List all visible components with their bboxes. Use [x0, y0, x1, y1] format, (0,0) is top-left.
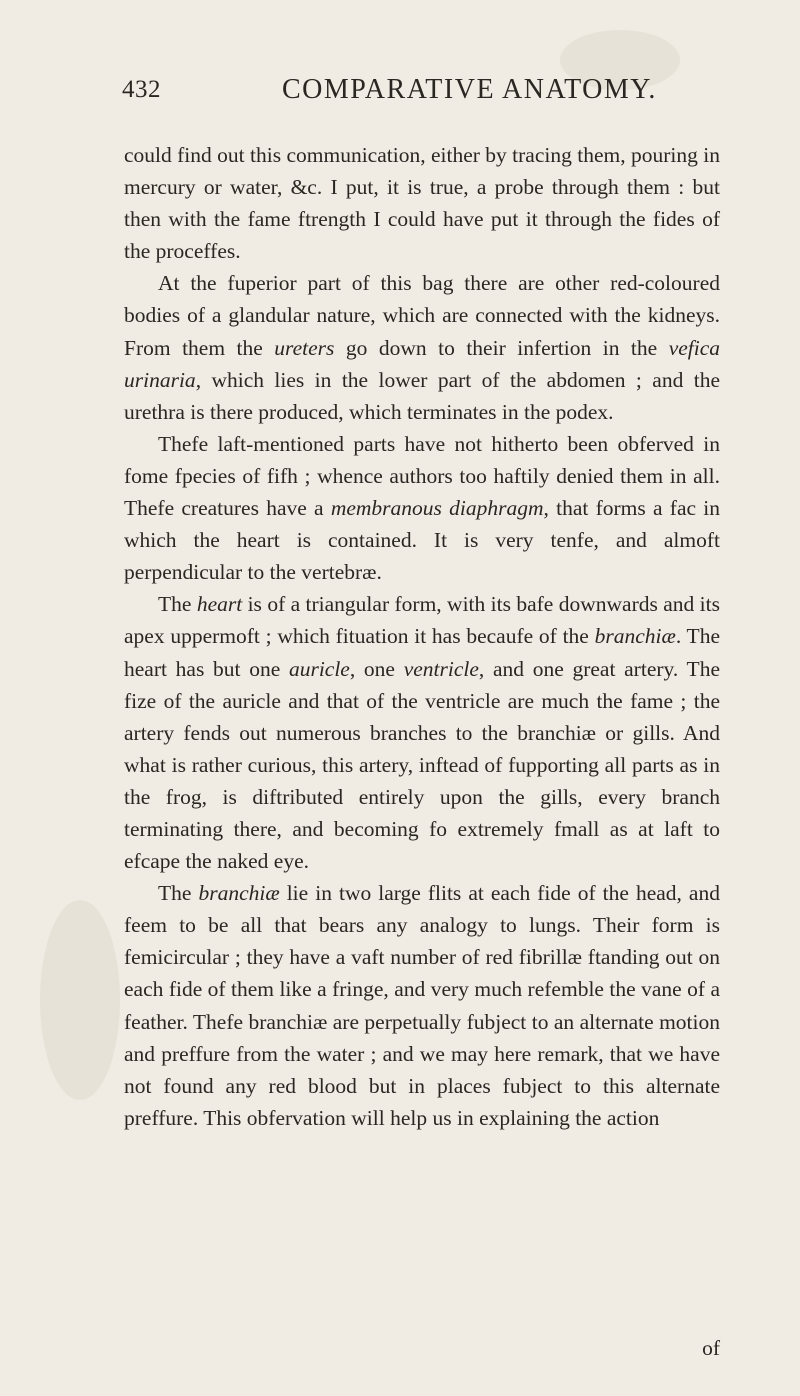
italic-text: branchiæ	[198, 881, 280, 906]
text-run: , and one great artery. The fize of the auricle and that of the ventricle are much the fame ; the artery fends out numerous branches to the branchiæ or gills. And what is rather curious, this artery, inftead of fupporting all parts as in the frog, is diftributed entirely upon the gills, every branch terminating there, and becoming fo extremely fmall as at laft to efcape the naked eye.	[124, 656, 720, 874]
text-run: The	[158, 592, 197, 617]
paragraph	[124, 877, 720, 1134]
italic-text: vefica urinaria	[124, 335, 721, 392]
text-run: , which lies in the lower part of the abdomen ; and the urethra is there produced, which terminates in the podex.	[124, 367, 720, 424]
paragraph	[124, 267, 720, 427]
running-head: COMPARATIVE ANATOMY.	[282, 74, 657, 105]
italic-text: heart	[196, 592, 243, 617]
page-header	[122, 76, 722, 116]
paragraph	[124, 428, 720, 588]
paragraph	[124, 588, 720, 877]
paragraph	[124, 139, 720, 267]
catchword: of	[702, 1336, 720, 1360]
text-run: is of a triangular form, with its bafe downwards and its apex uppermoft ; which fituation it has becaufe of the	[124, 592, 720, 649]
body-text	[124, 139, 720, 1134]
italic-text: branchiæ	[594, 624, 676, 649]
text-run: lie in two large flits at each fide of the head, and feem to be all that bears any analogy to lungs. Their form is femicircular ; they have a vaft number of red fibrillæ ftanding out on each fide of them like a fringe, and very much refemble the vane of a feather. Thefe branchiæ are perpetually fubject to an alternate motion and preffure from the water ; and we may here remark, that we have not found any red blood but in places fubject to this alternate preffure. This obfervation will help us in explaining the action	[124, 881, 720, 1130]
text-run: . The heart has but one	[124, 624, 720, 681]
text-run: The	[158, 881, 199, 906]
text-run: go down to their infertion in the	[334, 335, 669, 360]
text-run: Thefe laft-mentioned parts have not hitherto been obferved in fome fpecies of fifh ; whence authors too haftily denied them in all. Thefe creatures have a	[124, 431, 720, 521]
italic-text: auricle	[288, 656, 350, 681]
italic-text: ventricle	[403, 656, 479, 681]
text-run: , one	[349, 656, 404, 681]
text-run: , that forms a fac in which the heart is contained. It is very tenfe, and almoft perpendicular to the vertebræ.	[124, 496, 720, 585]
italic-text: ureters	[274, 335, 335, 360]
page-number: 432	[122, 76, 161, 103]
text-run: could find out this communication, either by tracing them, pouring in mercury or water, &c. I put, it is true, a probe through them : but then with the fame ftrength I could have put it through the fides of the proceffes.	[124, 143, 720, 264]
italic-text: membranous diaphragm	[330, 496, 544, 521]
text-run: At the fuperior part of this bag there are other red-coloured bodies of a glandular nature, which are connected with the kidneys. From them the	[124, 271, 720, 360]
